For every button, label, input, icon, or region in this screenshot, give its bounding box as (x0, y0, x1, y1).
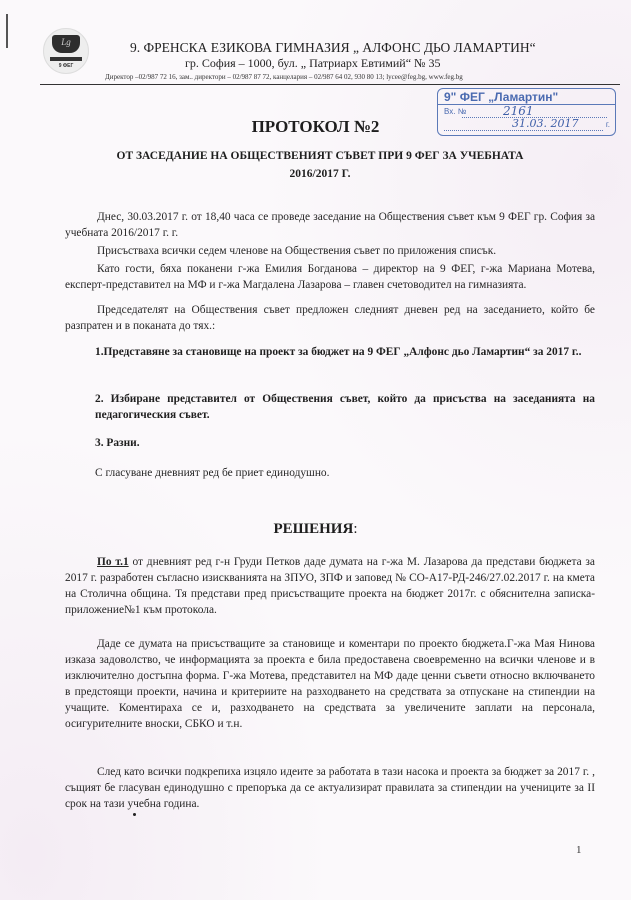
school-address: гр. София – 1000, бул. „ Патриарх Евтимий“ № 35 (185, 56, 441, 70)
paragraph-meeting-date: Днес, 30.03.2017 г. от 18,40 часа се проведе заседание на Обществения съвет към 9 ФЕГ гр. София за учебната 2016/2017 г. г. (65, 211, 595, 239)
stamp-year-suffix: г. (605, 120, 610, 129)
stamp-number-label: Вх. № (444, 107, 467, 116)
agenda-item-3: 3. Разни. (95, 437, 140, 449)
logo-shield-icon (52, 35, 80, 53)
decisions-heading (0, 521, 631, 538)
school-logo (43, 28, 89, 74)
paragraph-discussion: Даде се думата на присъстващите за становище и коментари по проекто бюджета.Г-жа Мая Нинова изказа задоволство, че информацията за проекта е била предоставена своевременно на всички членове и в изключително достъпна форма. Г-жа Мотева, представител на МФ даде ценни съвети относно включването в предстоящи проекти, начина и критериите на разходването на средствата за отпускане на стипендии на учащите. Коментираха се и, разходването на средствата за увеличените заплати на персонала, осигурителните вноски, СБКО и т.н. (65, 638, 595, 730)
decision-1-text: от дневният ред г-н Груди Петков даде думата на г-жа М. Лазарова да представи бюджета за 2017 г. разработен съгласно изискванията на ЗПУО, ЗПФ и заповед № СО-А17-РД-246/27.02.2017 г. на кмета на Столична община. Тя представи пред присъстващите проекта на бюджет 2017г. с обяснителна записка-приложение№1 към протокола. (65, 556, 595, 616)
document-title: ПРОТОКОЛ №2 (251, 117, 380, 136)
decisions-heading-colon: : (353, 521, 358, 537)
paragraph-attendance: Присъстваха всички седем членове на Обществения съвет по приложения списък. (97, 245, 497, 257)
decisions-heading-text: РЕШЕНИЯ (273, 521, 354, 537)
logo-bar (50, 57, 82, 61)
header-divider (40, 84, 620, 85)
logo-monogram: Lg (61, 37, 71, 47)
scan-edge-mark (6, 14, 8, 48)
subtitle-line-1: ОТ ЗАСЕДАНИЕ НА ОБЩЕСТВЕНИЯТ СЪВЕТ ПРИ 9 ФЕГ ЗА УЧЕБНАТА (116, 150, 524, 162)
scan-speck (133, 813, 136, 816)
subtitle-line-2: 2016/2017 Г. (289, 168, 351, 180)
paragraph-agenda-intro: Председателят на Обществения съвет предложен следният дневен ред на заседанието, който бе разпратен и в поканата до тях.: (65, 304, 595, 332)
document-subtitle (60, 147, 580, 183)
stamp-number: 2161 (503, 104, 534, 118)
agenda-result: С гласуване дневният ред бе приет единодушно. (95, 467, 330, 479)
stamp-date: 31.03. 2017 (512, 117, 579, 130)
logo-caption: 9 ФЕГ (58, 63, 74, 69)
decision-1-lead: По т.1 (97, 556, 129, 568)
agenda-item-2: 2. Избиране представител от Обществения съвет, който да присъства на заседанията на педагогическия съвет. (95, 393, 595, 421)
paragraph-conclusion: След като всички подкрепиха изцяло идеите за работата в тази насока и проекта за бюджет за 2017 г. , същият бе гласуван единодушно с препоръка да се актуализират правилата за стипендии на учениците за II срок на тази учебна година. (65, 766, 595, 810)
paragraph-guests: Като гости, бяха поканени г-жа Емилия Богданова – директор на 9 ФЕГ, г-жа Мариана Мотева, експерт-представител на МФ и г-жа Магдалена Лазарова – главен счетоводител на гимназията. (65, 263, 595, 291)
stamp-title: 9" ФЕГ „Ламартин" (444, 90, 559, 104)
agenda-item-1: 1.Представяне за становище на проект за бюджет на 9 ФЕГ „Алфонс дьо Ламартин“ за 2017 г.. (95, 346, 582, 358)
decision-1 (65, 554, 595, 618)
school-contacts: Директор –02/987 72 16, зам.. директори – 02/987 87 72, канцелария – 02/987 64 02, 930 80 13; lycee@feg.bg, www.feg.bg (105, 73, 463, 81)
school-name: 9. ФРЕНСКА ЕЗИКОВА ГИМНАЗИЯ „ АЛФОНС ДЬО ЛАМАРТИН“ (130, 40, 536, 55)
page-number: 1 (576, 844, 582, 856)
